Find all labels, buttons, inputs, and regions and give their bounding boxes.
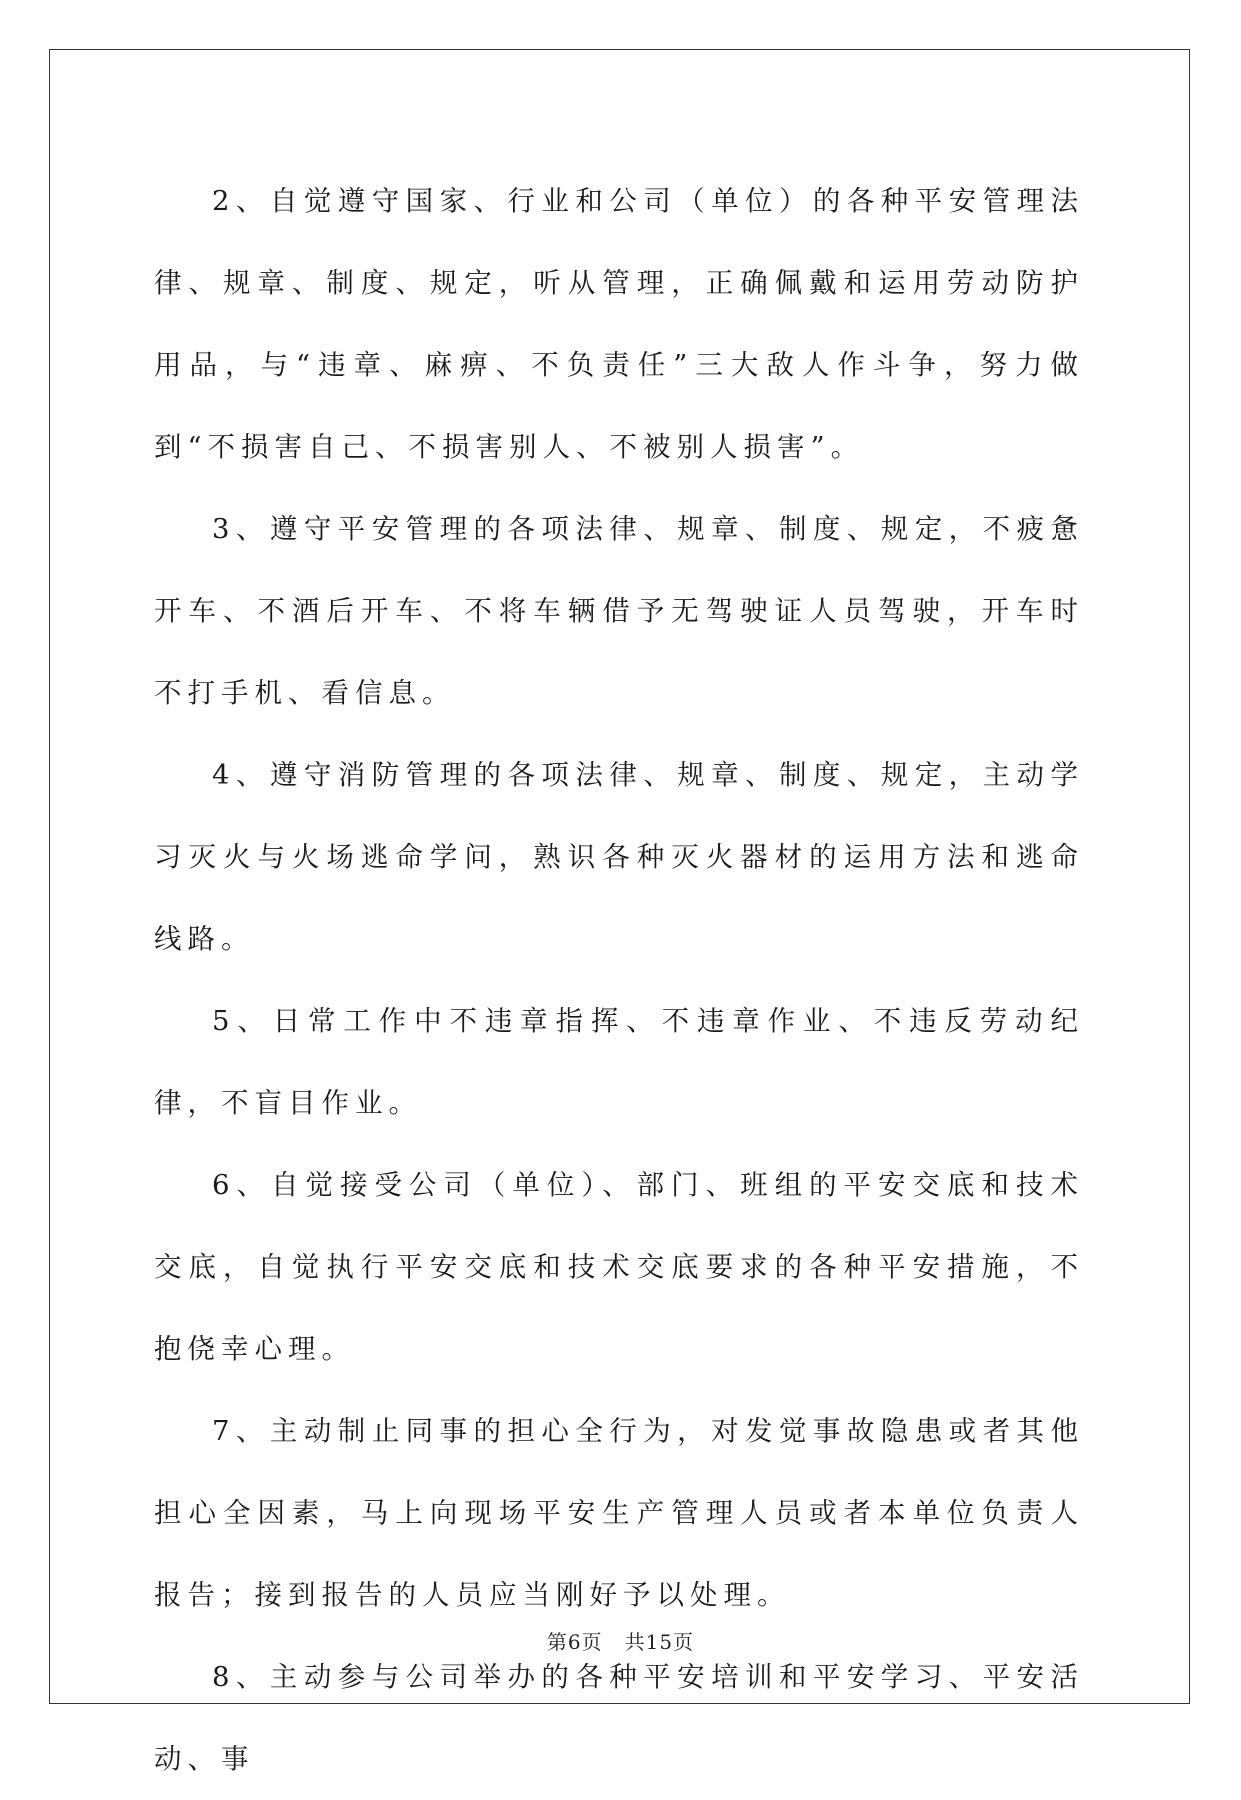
paragraph-3: 3、遵守平安管理的各项法律、规章、制度、规定，不疲惫开车、不酒后开车、不将车辆借予无驾驶证人员驾驶，开车时不打手机、看信息。 xyxy=(154,513,1084,709)
paragraph-4: 4、遵守消防管理的各项法律、规章、制度、规定，主动学习灭火与火场逃命学问，熟识各种灭火器材的运用方法和逃命线路。 xyxy=(154,759,1084,955)
paragraph-8: 8、主动参与公司举办的各种平安培训和平安学习、平安活动、事 xyxy=(154,1661,1084,1775)
page-total: 共15页 xyxy=(624,1630,695,1654)
paragraph-2: 2、自觉遵守国家、行业和公司（单位）的各种平安管理法律、规章、制度、规定，听从管理，正确佩戴和运用劳动防护用品，与“违章、麻痹、不负责任”三大敌人作斗争，努力做到“不损害自己、不损害别人、不被别人损害”。 xyxy=(154,185,1084,463)
paragraph-7: 7、主动制止同事的担心全行为，对发觉事故隐患或者其他担心全因素，马上向现场平安生产管理人员或者本单位负责人报告；接到报告的人员应当刚好予以处理。 xyxy=(154,1415,1084,1611)
page-number: 第6页 xyxy=(546,1630,603,1654)
paragraph-5: 5、日常工作中不违章指挥、不违章作业、不违反劳动纪律，不盲目作业。 xyxy=(154,1005,1084,1119)
page-footer xyxy=(0,1626,1241,1655)
paragraph-6: 6、自觉接受公司（单位）、部门、班组的平安交底和技术交底，自觉执行平安交底和技术交底要求的各种平安措施，不抱侥幸心理。 xyxy=(154,1169,1084,1365)
document-body xyxy=(154,160,1084,1800)
